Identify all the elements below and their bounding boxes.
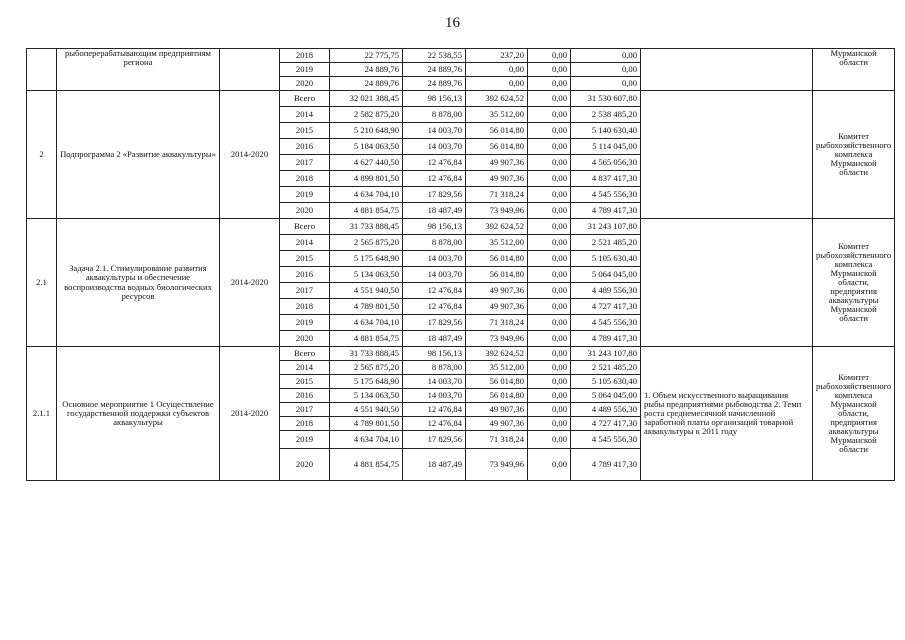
year-cell: 2016 [280, 389, 330, 403]
amount-cell: 56 014,80 [466, 251, 528, 267]
year-cell: 2017 [280, 283, 330, 299]
amount-cell: 31 243 107,80 [571, 219, 641, 235]
amount-cell: 4 545 556,30 [571, 315, 641, 331]
amount-cell: 56 014,80 [466, 389, 528, 403]
amount-cell: 392 624,52 [466, 91, 528, 107]
amount-cell: 0,00 [528, 267, 571, 283]
amount-cell: 0,00 [528, 389, 571, 403]
amount-cell: 18 487,49 [403, 203, 466, 219]
total-cell: 22 775,75 [330, 49, 403, 63]
year-cell: 2019 [280, 63, 330, 77]
total-cell: 24 889,76 [330, 63, 403, 77]
year-cell: 2020 [280, 77, 330, 91]
amount-cell: 0,00 [528, 139, 571, 155]
total-cell: 5 134 063,50 [330, 389, 403, 403]
amount-cell: 2 538 485,20 [571, 107, 641, 123]
total-cell: 24 889,76 [330, 77, 403, 91]
amount-cell: 0,00 [528, 235, 571, 251]
amount-cell: 2 521 485,20 [571, 361, 641, 375]
amount-cell: 237,20 [466, 49, 528, 63]
total-cell: 2 565 875,20 [330, 235, 403, 251]
item-name-cell: рыбоперерабатывающим предприятиям региона [57, 49, 220, 91]
amount-cell: 0,00 [528, 49, 571, 63]
amount-cell: 4 489 556,30 [571, 403, 641, 417]
table-row [27, 49, 895, 63]
total-cell: 4 899 801,50 [330, 171, 403, 187]
amount-cell: 49 907,36 [466, 403, 528, 417]
table-row [27, 347, 895, 361]
amount-cell: 73 949,96 [466, 331, 528, 347]
amount-cell: 14 003,70 [403, 251, 466, 267]
amount-cell: 392 624,52 [466, 347, 528, 361]
amount-cell: 0,00 [528, 187, 571, 203]
amount-cell: 35 512,00 [466, 235, 528, 251]
amount-cell: 73 949,96 [466, 449, 528, 481]
amount-cell: 4 837 417,30 [571, 171, 641, 187]
amount-cell: 0,00 [528, 417, 571, 431]
amount-cell: 17 829,56 [403, 315, 466, 331]
amount-cell: 8 878,00 [403, 361, 466, 375]
amount-cell: 4 545 556,30 [571, 187, 641, 203]
amount-cell: 4 545 556,30 [571, 431, 641, 449]
amount-cell: 2 521 485,20 [571, 235, 641, 251]
amount-cell: 56 014,80 [466, 267, 528, 283]
amount-cell: 22 538,55 [403, 49, 466, 63]
amount-cell: 0,00 [528, 77, 571, 91]
total-cell: 4 634 704,10 [330, 315, 403, 331]
total-cell: 2 582 875,20 [330, 107, 403, 123]
amount-cell: 0,00 [571, 49, 641, 63]
amount-cell: 4 789 417,30 [571, 449, 641, 481]
amount-cell: 17 829,56 [403, 431, 466, 449]
amount-cell: 8 878,00 [403, 235, 466, 251]
amount-cell: 24 889,76 [403, 77, 466, 91]
year-cell: 2015 [280, 375, 330, 389]
amount-cell: 49 907,36 [466, 283, 528, 299]
year-cell: 2018 [280, 49, 330, 63]
amount-cell: 24 889,76 [403, 63, 466, 77]
total-cell: 4 551 940,50 [330, 403, 403, 417]
amount-cell: 14 003,70 [403, 267, 466, 283]
amount-cell: 56 014,80 [466, 375, 528, 389]
total-cell: 4 634 704,10 [330, 431, 403, 449]
period-cell: 2014-2020 [220, 219, 280, 347]
amount-cell: 0,00 [466, 77, 528, 91]
amount-cell: 4 727 417,30 [571, 417, 641, 431]
period-cell: 2014-2020 [220, 91, 280, 219]
period-cell: 2014-2020 [220, 347, 280, 481]
amount-cell: 5 114 045,00 [571, 139, 641, 155]
amount-cell: 4 727 417,30 [571, 299, 641, 315]
total-cell: 4 627 440,50 [330, 155, 403, 171]
total-cell: 4 789 801,50 [330, 417, 403, 431]
total-cell: 5 175 648,90 [330, 375, 403, 389]
amount-cell: 31 530 607,80 [571, 91, 641, 107]
item-number-cell: 2.1.1 [27, 347, 57, 481]
total-cell: 5 175 648,90 [330, 251, 403, 267]
item-name-cell: Основное мероприятие 1 Осуществление государственной поддержки субъектов аквакультуры [57, 347, 220, 481]
amount-cell: 71 318,24 [466, 187, 528, 203]
amount-cell: 98 156,13 [403, 91, 466, 107]
item-number-cell [27, 49, 57, 91]
amount-cell: 0,00 [528, 123, 571, 139]
amount-cell: 0,00 [528, 107, 571, 123]
amount-cell: 0,00 [528, 251, 571, 267]
year-cell: 2018 [280, 171, 330, 187]
amount-cell: 17 829,56 [403, 187, 466, 203]
total-cell: 32 021 388,45 [330, 91, 403, 107]
year-cell: 2019 [280, 431, 330, 449]
amount-cell: 0,00 [528, 63, 571, 77]
amount-cell: 98 156,13 [403, 219, 466, 235]
total-cell: 31 733 888,45 [330, 347, 403, 361]
amount-cell: 0,00 [528, 171, 571, 187]
amount-cell: 12 476,84 [403, 171, 466, 187]
amount-cell: 0,00 [528, 155, 571, 171]
year-cell: 2016 [280, 139, 330, 155]
amount-cell: 0,00 [528, 299, 571, 315]
year-cell: 2020 [280, 449, 330, 481]
total-cell: 5 210 648,90 [330, 123, 403, 139]
amount-cell: 31 243 107,80 [571, 347, 641, 361]
amount-cell: 5 105 630,40 [571, 375, 641, 389]
amount-cell: 12 476,84 [403, 283, 466, 299]
total-cell: 4 881 854,75 [330, 331, 403, 347]
amount-cell: 0,00 [528, 283, 571, 299]
amount-cell: 12 476,84 [403, 403, 466, 417]
indicators-cell: 1. Объем искусственного выращивания рыбы предприятиями рыбоводства 2. Темп роста среднемесячной начисленной заработной платы организаций товарной аквакультуры к 2011 году [641, 347, 813, 481]
amount-cell: 73 949,96 [466, 203, 528, 219]
amount-cell: 0,00 [528, 331, 571, 347]
indicators-cell [641, 91, 813, 219]
year-cell: 2017 [280, 403, 330, 417]
period-cell [220, 49, 280, 91]
total-cell: 4 881 854,75 [330, 449, 403, 481]
amount-cell: 5 140 630,40 [571, 123, 641, 139]
amount-cell: 0,00 [528, 219, 571, 235]
amount-cell: 14 003,70 [403, 375, 466, 389]
amount-cell: 0,00 [528, 431, 571, 449]
year-cell: 2019 [280, 315, 330, 331]
year-cell: 2014 [280, 107, 330, 123]
year-cell: 2018 [280, 299, 330, 315]
budget-table [26, 48, 895, 481]
year-cell: 2020 [280, 203, 330, 219]
amount-cell: 14 003,70 [403, 139, 466, 155]
item-number-cell: 2 [27, 91, 57, 219]
amount-cell: 14 003,70 [403, 123, 466, 139]
amount-cell: 5 105 630,40 [571, 251, 641, 267]
year-cell: 2019 [280, 187, 330, 203]
amount-cell: 49 907,36 [466, 155, 528, 171]
amount-cell: 49 907,36 [466, 171, 528, 187]
executor-cell: Комитет рыбохозяйственного комплекса Мурманской области, предприятия аквакультуры Мурманской области [813, 219, 895, 347]
amount-cell: 0,00 [528, 403, 571, 417]
year-cell: 2014 [280, 235, 330, 251]
amount-cell: 35 512,00 [466, 107, 528, 123]
amount-cell: 8 878,00 [403, 107, 466, 123]
amount-cell: 4 789 417,30 [571, 331, 641, 347]
total-cell: 31 733 888,45 [330, 219, 403, 235]
total-cell: 5 184 063,50 [330, 139, 403, 155]
executor-cell: Комитет рыбохозяйственного комплекса Мурманской области, предприятия аквакультуры Мурманской области [813, 347, 895, 481]
year-cell: 2018 [280, 417, 330, 431]
amount-cell: 18 487,49 [403, 449, 466, 481]
amount-cell: 35 512,00 [466, 361, 528, 375]
indicators-cell [641, 49, 813, 91]
amount-cell: 392 624,52 [466, 219, 528, 235]
year-cell: 2015 [280, 123, 330, 139]
item-number-cell: 2.1 [27, 219, 57, 347]
year-cell: 2014 [280, 361, 330, 375]
year-cell: 2015 [280, 251, 330, 267]
table-row [27, 91, 895, 107]
amount-cell: 56 014,80 [466, 139, 528, 155]
total-cell: 4 789 801,50 [330, 299, 403, 315]
amount-cell: 5 064 045,00 [571, 389, 641, 403]
amount-cell: 49 907,36 [466, 417, 528, 431]
amount-cell: 14 003,70 [403, 389, 466, 403]
executor-cell: Комитет рыбохозяйственного комплекса Мурманской области [813, 91, 895, 219]
amount-cell: 12 476,84 [403, 299, 466, 315]
amount-cell: 0,00 [528, 449, 571, 481]
amount-cell: 49 907,36 [466, 299, 528, 315]
amount-cell: 0,00 [528, 375, 571, 389]
amount-cell: 4 789 417,30 [571, 203, 641, 219]
total-cell: 5 134 063,50 [330, 267, 403, 283]
page-number: 16 [445, 15, 460, 31]
year-cell: Всего [280, 219, 330, 235]
amount-cell: 4 489 556,30 [571, 283, 641, 299]
year-cell: Всего [280, 347, 330, 361]
amount-cell: 0,00 [528, 315, 571, 331]
amount-cell: 4 565 056,30 [571, 155, 641, 171]
amount-cell: 5 064 045,00 [571, 267, 641, 283]
year-cell: 2017 [280, 155, 330, 171]
item-name-cell: Подпрограмма 2 «Развитие аквакультуры» [57, 91, 220, 219]
amount-cell: 0,00 [571, 63, 641, 77]
total-cell: 4 551 940,50 [330, 283, 403, 299]
amount-cell: 71 318,24 [466, 315, 528, 331]
item-name-cell: Задача 2.1. Стимулирование развития аквакультуры и обеспечение воспроизводства водных биологических ресурсов [57, 219, 220, 347]
amount-cell: 12 476,84 [403, 155, 466, 171]
total-cell: 4 881 854,75 [330, 203, 403, 219]
amount-cell: 0,00 [528, 91, 571, 107]
amount-cell: 0,00 [528, 361, 571, 375]
year-cell: Всего [280, 91, 330, 107]
total-cell: 2 565 875,20 [330, 361, 403, 375]
amount-cell: 12 476,84 [403, 417, 466, 431]
amount-cell: 56 014,80 [466, 123, 528, 139]
amount-cell: 0,00 [528, 347, 571, 361]
amount-cell: 98 156,13 [403, 347, 466, 361]
indicators-cell [641, 219, 813, 347]
amount-cell: 71 318,24 [466, 431, 528, 449]
executor-cell: Мурманской области [813, 49, 895, 91]
year-cell: 2016 [280, 267, 330, 283]
year-cell: 2020 [280, 331, 330, 347]
table-row [27, 219, 895, 235]
amount-cell: 0,00 [528, 203, 571, 219]
amount-cell: 0,00 [466, 63, 528, 77]
amount-cell: 0,00 [571, 77, 641, 91]
amount-cell: 18 487,49 [403, 331, 466, 347]
total-cell: 4 634 704,10 [330, 187, 403, 203]
